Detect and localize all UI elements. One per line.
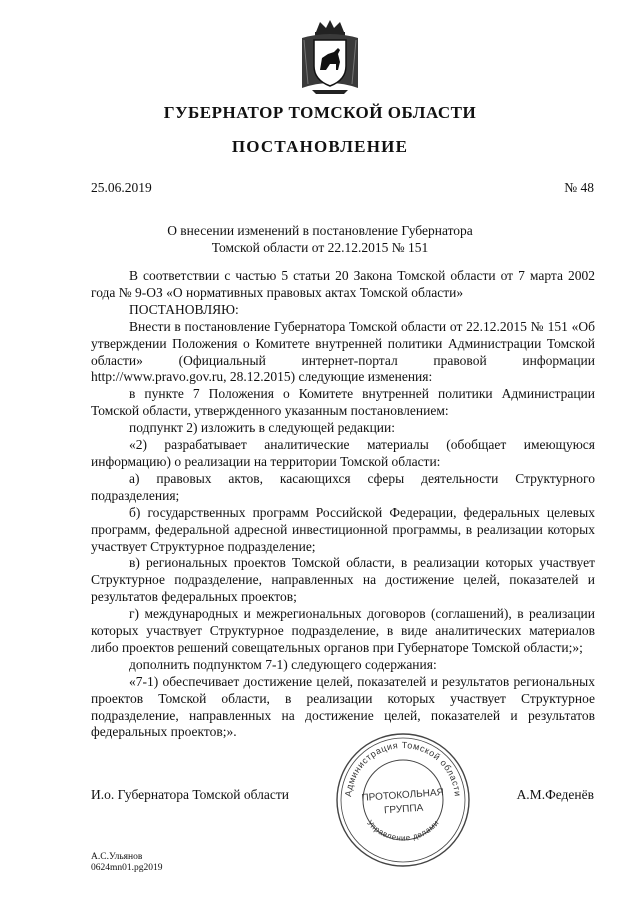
body-paragraph: б) государственных программ Российской Федерации, федеральных целевых программ, федеральной адресной инвестиционной программы, в реализации которых участвует Структурное подразделение;: [91, 504, 595, 554]
body-paragraph: дополнить подпунктом 7-1) следующего содержания:: [129, 656, 437, 672]
issuer-title: ГУБЕРНАТОР ТОМСКОЙ ОБЛАСТИ: [163, 103, 477, 122]
document-footer: [91, 852, 163, 874]
body-paragraph: в) региональных проектов Томской области, в реализации которых участвует Структурное подразделение, направленных на достижение целей, показателей и результатов федеральных проектов;: [91, 555, 595, 605]
body-paragraph: В соответствии с частью 5 статьи 20 Закона Томской области от 7 марта 2002 года № 9-ОЗ «О нормативных правовых актах Томской области»: [91, 268, 595, 300]
document-number: № 48: [564, 180, 594, 195]
stamp-bottom-text: Управление делами: [365, 818, 441, 843]
body-paragraph: «7-1) обеспечивает достижение целей, показателей и результатов региональных проектов Томской области, в реализации которых участвует Структурное подразделение, направленных на достижение целей, показателей и результатов федеральных проектов;».: [91, 673, 595, 740]
stamp-center-line: ПРОТОКОЛЬНАЯ: [361, 787, 445, 804]
body-paragraph: «2) разрабатывает аналитические материалы (обобщает имеющуюся информацию) о реализации на территории Томской области:: [91, 437, 595, 469]
stamp-ring-text: Администрация Томской области: [343, 739, 463, 798]
document-body: [91, 268, 595, 741]
body-paragraph: а) правовых актов, касающихся сферы деятельности Структурного подразделения;: [91, 470, 595, 503]
body-paragraph: г) международных и межрегиональных договоров (соглашений), в реализации которых участвует Структурное подразделение, в виде аналитических материалов либо проектов решений совещательных органов при Губернаторе Томской области;»;: [91, 606, 595, 655]
stamp-center-line: ГРУППА: [383, 802, 424, 817]
svg-text:Управление делами: [365, 818, 441, 842]
footer-code: 0624mn01.pg2019: [91, 863, 163, 873]
signatory-position: И.о. Губернатора Томской области: [91, 787, 289, 802]
body-paragraph: Внести в постановление Губернатора Томской области от 22.12.2015 № 151 «Об утверждении Положения о Комитете внутренней политики Администрации Томской области» (Официальный интернет-портал правовой информации http://www.pravo.gov.ru, 28.12.2015) следующие изменения:: [91, 318, 595, 385]
subject-line: Томской области от 22.12.2015 № 151: [211, 240, 429, 255]
body-paragraph: подпункт 2) изложить в следующей редакции:: [129, 420, 396, 436]
signatory-name: А.М.Феденёв: [516, 787, 594, 802]
subject-line: О внесении изменений в постановление Губернатора: [167, 223, 473, 238]
document-type: ПОСТАНОВЛЕНИЕ: [231, 137, 409, 156]
document-date: 25.06.2019: [91, 180, 152, 195]
official-stamp: [333, 730, 473, 870]
body-paragraph: в пункте 7 Положения о Комитете внутренней политики Администрации Томской области, утвержденного указанным постановлением:: [91, 386, 595, 419]
body-paragraph: ПОСТАНОВЛЯЮ:: [129, 301, 239, 317]
footer-author: А.С.Ульянов: [91, 852, 143, 862]
document-subject: [0, 222, 640, 256]
coat-of-arms-icon: [298, 18, 362, 96]
